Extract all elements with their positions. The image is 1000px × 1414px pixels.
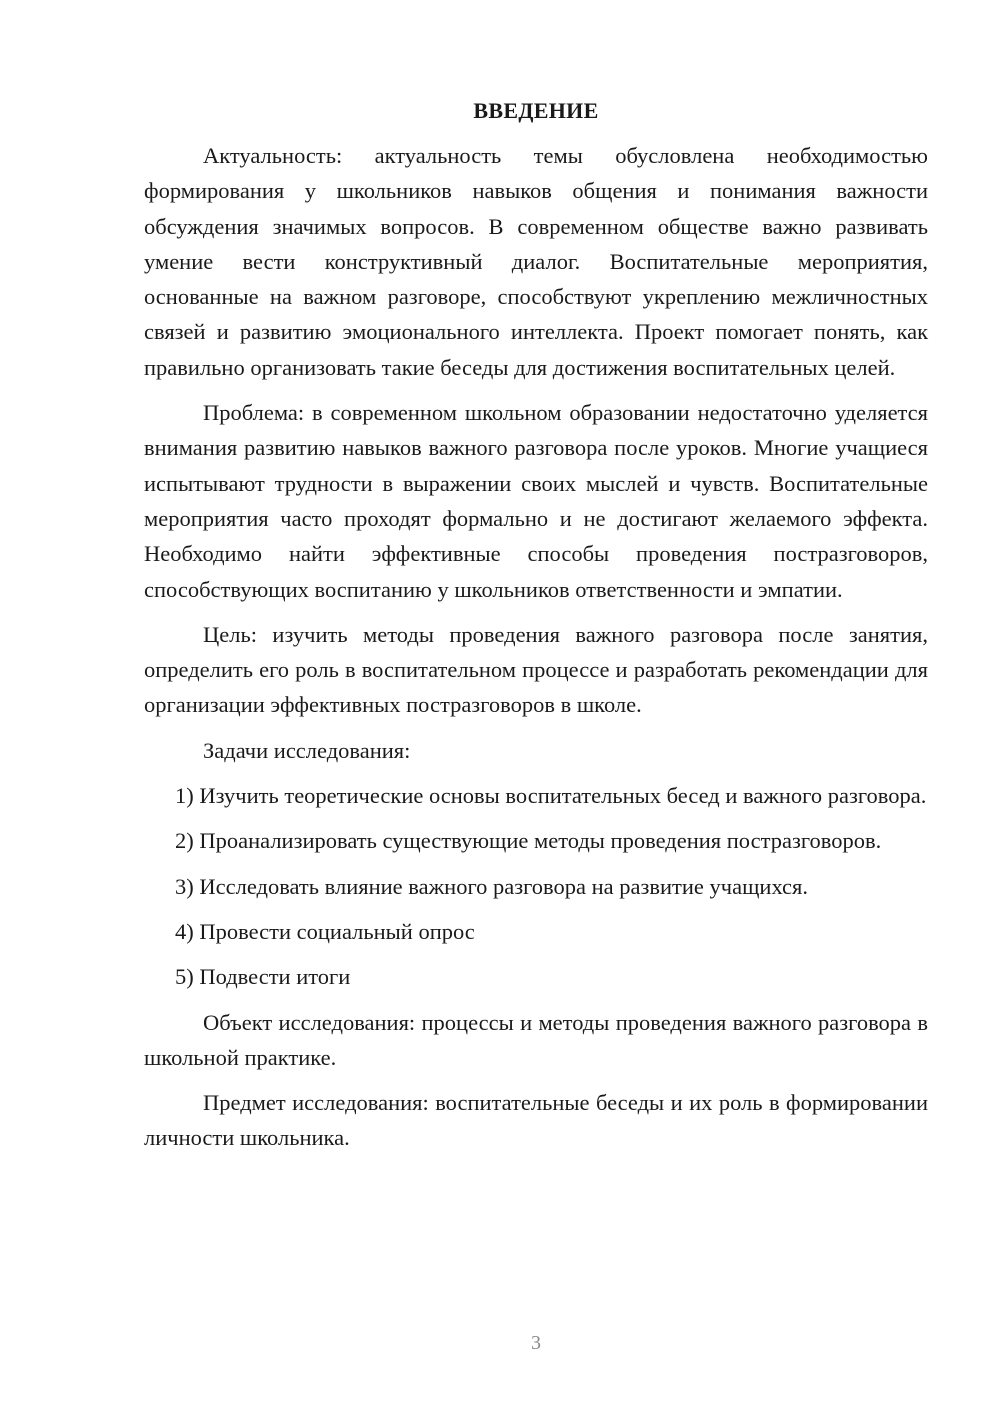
- paragraph-relevance: Актуальность: актуальность темы обусловлена необходимостью формирования у школьников навыков общения и понимания важности обсуждения значимых вопросов. В современном обществе важно развивать умение вести конструктивный диалог. Воспитательные мероприятия, основанные на важном разговоре, способствуют укреплению межличностных связей и развитию эмоционального интеллекта. Проект помогает понять, как правильно организовать такие беседы для достижения воспитательных целей.: [144, 143, 928, 380]
- task-item-4: 4) Провести социальный опрос: [175, 918, 475, 944]
- task-item-2: 2) Проанализировать существующие методы проведения постразговоров.: [175, 828, 882, 854]
- tasks-heading: Задачи исследования:: [203, 737, 411, 763]
- page-number: 3: [531, 1332, 541, 1354]
- task-item-5: 5) Подвести итоги: [175, 964, 351, 990]
- document-page: [144, 96, 928, 1166]
- paragraph-subject: Предмет исследования: воспитательные беседы и их роль в формировании личности школьника.: [144, 1090, 928, 1151]
- task-item-1: 1) Изучить теоретические основы воспитательных бесед и важного разговора.: [175, 783, 927, 809]
- task-item-3: 3) Исследовать влияние важного разговора на развитие учащихся.: [175, 873, 809, 899]
- paragraph-object: Объект исследования: процессы и методы проведения важного разговора в школьной практике.: [144, 1009, 928, 1070]
- paragraph-goal: Цель: изучить методы проведения важного разговора после занятия, определить его роль в воспитательном процессе и разработать рекомендации для организации эффективных постразговоров в школе.: [144, 621, 928, 718]
- section-title: ВВЕДЕНИЕ: [473, 98, 599, 123]
- paragraph-problem: Проблема: в современном школьном образовании недостаточно уделяется внимания развитию навыков важного разговора после уроков. Многие учащиеся испытывают трудности в выражении своих мыслей и чувств. Воспитательные мероприятия часто проходят формально и не достигают желаемого эффекта. Необходимо найти эффективные способы проведения постразговоров, способствующих воспитанию у школьников ответственности и эмпатии.: [144, 400, 928, 602]
